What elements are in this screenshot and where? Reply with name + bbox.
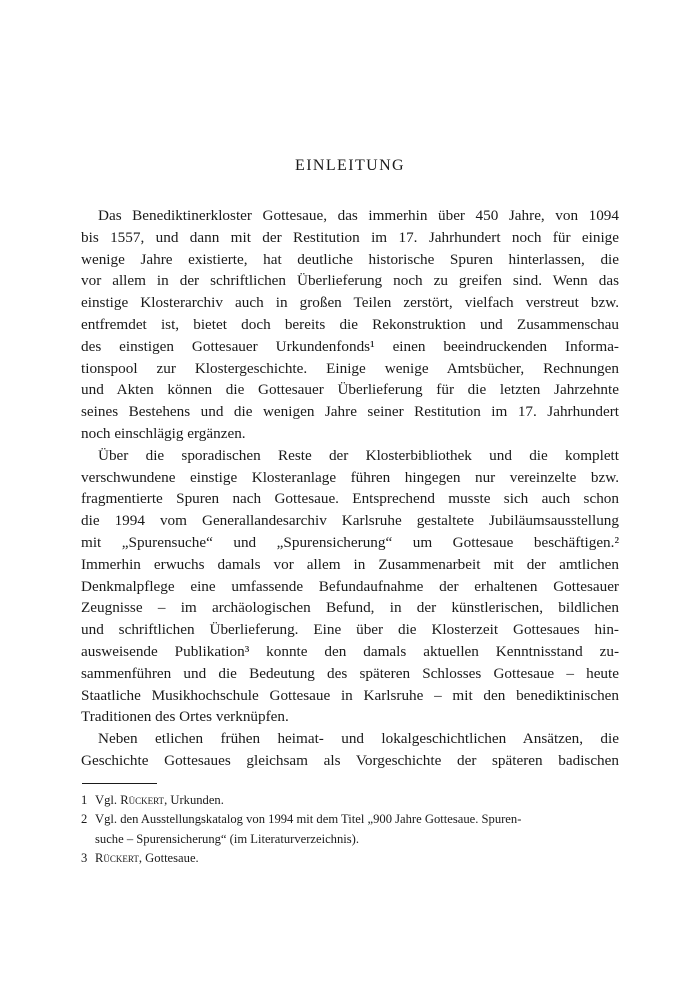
footnote-text: , Gottesaue. — [138, 851, 199, 866]
text-line: Zeugnisse – im archäologischen Befund, in der künstlerischen, bildlichen — [81, 599, 619, 617]
text-line: Über die sporadischen Reste der Klosterbibliothek und die komplett — [98, 446, 619, 464]
footnote-number: 3 — [81, 851, 88, 866]
text-line: einstige Klosterarchiv auch in großen Teilen zerstört, vielfach verstreut bzw. — [81, 294, 619, 312]
text-line: Denkmalpflege eine umfassende Befundaufnahme der erhaltenen Gottesauer — [81, 577, 619, 595]
text-line: Geschichte Gottesaues gleichsam als Vorgeschichte der späteren badischen — [81, 751, 619, 769]
text-line: und Akten können die Gottesauer Überlieferung für die letzten Jahrzehnte — [81, 381, 619, 399]
text-line: fragmentierte Spuren nach Gottesaue. Entsprechend musste sich auch schon — [81, 490, 619, 508]
footnote-author: Rückert — [95, 851, 139, 866]
text-line: und schriftlichen Überlieferung. Eine über die Klosterzeit Gottesaues hin- — [81, 621, 619, 639]
body-text — [81, 205, 619, 772]
footnote-prefix: Vgl. — [95, 793, 121, 807]
footnote-number: 1 — [81, 793, 88, 807]
text-line: Das Benediktinerkloster Gottesaue, das immerhin über 450 Jahre, von 1094 — [98, 207, 619, 224]
text-line: mit „Spurensuche“ und „Spurensicherung“ um Gottesaue beschäftigen.² — [81, 533, 619, 551]
text-line: vor allem in der schriftlichen Überlieferung noch zu greifen sind. Wenn das — [81, 272, 619, 290]
footnotes — [81, 791, 619, 869]
text-line: noch einschlägig ergänzen. — [81, 424, 246, 442]
text-line: Neben etlichen frühen heimat- und lokalgeschichtlichen Ansätzen, die — [98, 730, 619, 748]
text-line: verschwundene einstige Klosteranlage führen hingegen nur vereinzelte bzw. — [81, 468, 619, 486]
text-line: tionspool zur Klostergeschichte. Einige wenige Amtsbücher, Rechnungen — [81, 359, 619, 377]
text-line: Staatliche Musikhochschule Gottesaue in Karlsruhe – mit den benediktinischen — [81, 686, 619, 704]
footnote — [81, 791, 619, 810]
text-line: entfremdet ist, bietet doch bereits die Rekonstruktion und Zusammenschau — [81, 315, 619, 333]
text-line: seines Bestehens und die wenigen Jahre seiner Restitution im 17. Jahrhundert — [81, 403, 619, 421]
footnote-text: , Urkunden. — [164, 793, 224, 807]
text-line: Traditionen des Ortes verknüpfen. — [81, 708, 289, 726]
footnote-continuation: suche – Spurensicherung“ (im Literaturverzeichnis). — [95, 831, 360, 846]
footnote-author: Rückert — [120, 793, 165, 807]
footnote-text: Vgl. den Ausstellungskatalog von 1994 mit dem Titel „900 Jahre Gottesaue. Spuren- — [95, 812, 522, 827]
footnote — [81, 849, 619, 868]
text-line: ausweisende Publikation³ konnte den damals aktuellen Kenntnisstand zu- — [81, 642, 619, 660]
text-line: Immerhin erwuchs damals vor allem in Zusammenarbeit mit der amtlichen — [81, 555, 619, 573]
footnote-divider — [82, 783, 157, 784]
text-line: die 1994 vom Generallandesarchiv Karlsruhe gestaltete Jubiläumsausstellung — [81, 512, 619, 530]
text-line: bis 1557, und dann mit der Restitution im 17. Jahrhundert noch für einige — [81, 228, 619, 246]
footnote-number: 2 — [81, 812, 88, 827]
text-line: des einstigen Gottesauer Urkundenfonds¹ einen beeindruckenden Informa- — [81, 337, 619, 355]
page-title: EINLEITUNG — [295, 157, 405, 174]
text-line: wenige Jahre existierte, hat deutliche historische Spuren hinterlassen, die — [81, 250, 619, 268]
text-line: sammenführen und die Bedeutung des späteren Schlosses Gottesaue – heute — [81, 664, 619, 682]
footnote — [81, 810, 619, 829]
